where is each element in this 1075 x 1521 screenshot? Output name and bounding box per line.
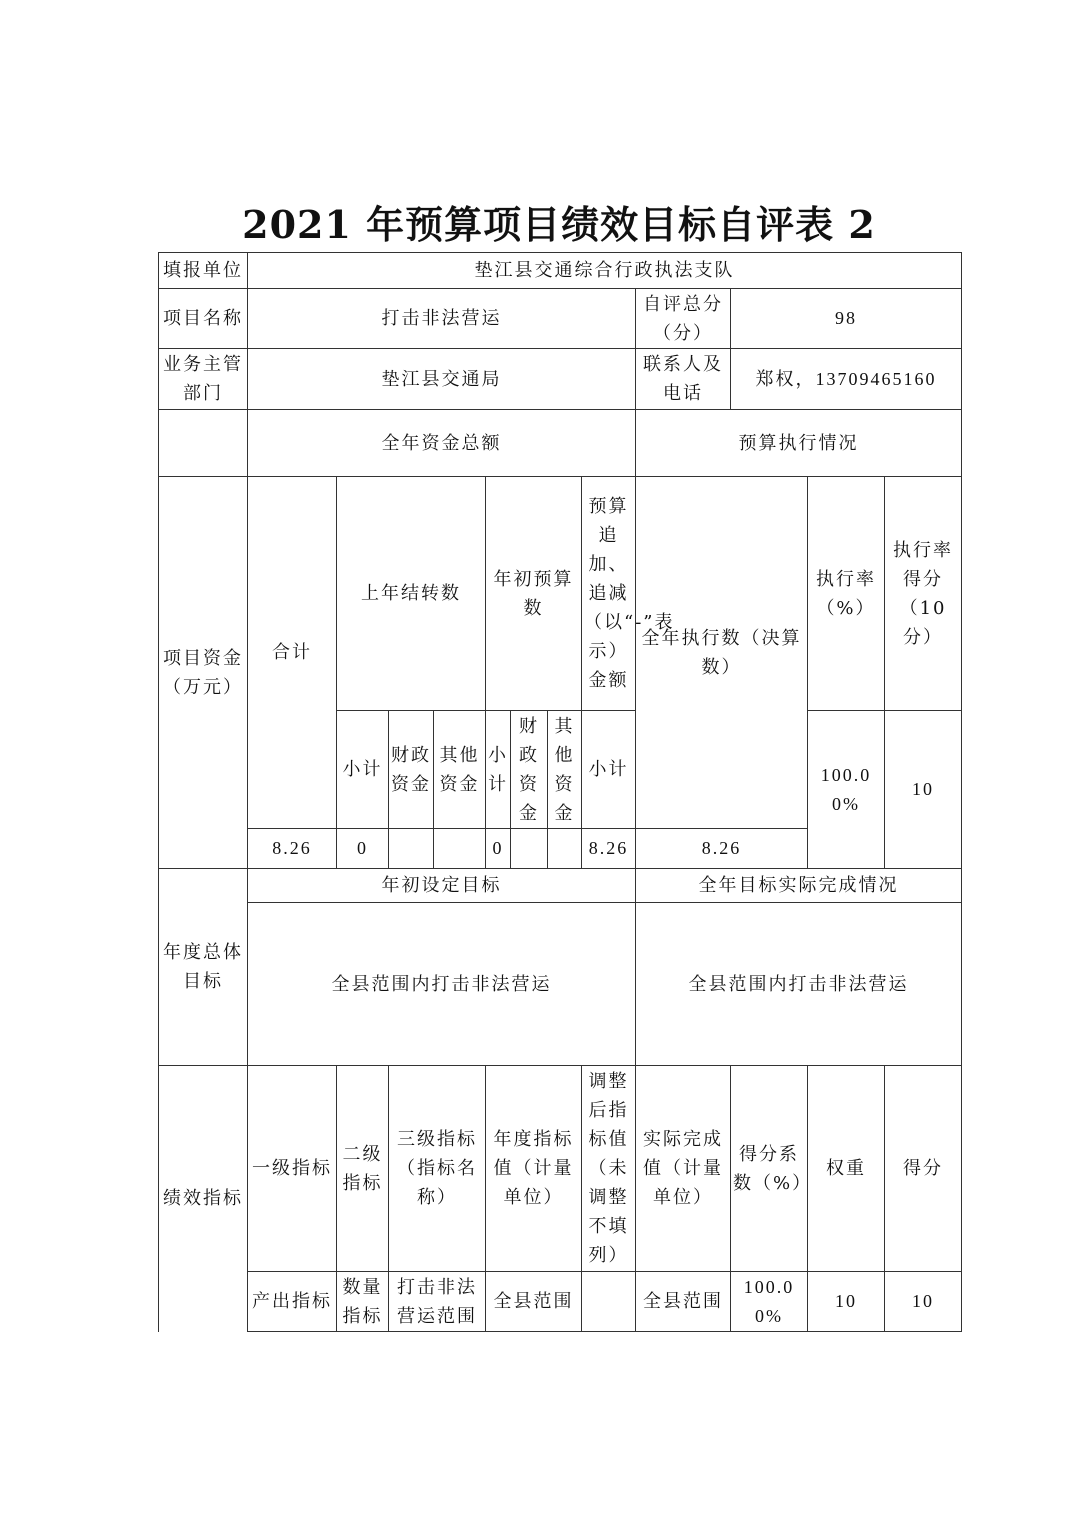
funds-col-header-row (159, 477, 962, 711)
funds-col-exec-score: 执行率得分（10分） (885, 477, 962, 711)
funds-exec-header: 预算执行情况 (636, 410, 962, 477)
ind-header-score: 得分 (885, 1066, 962, 1272)
funds-col-carry: 上年结转数 (337, 477, 486, 711)
dept-row (159, 349, 962, 410)
funds-col-exec-rate: 执行率（%） (808, 477, 885, 711)
ind-level2: 数量指标 (337, 1272, 389, 1332)
funds-col-exec-amount-header (636, 477, 808, 829)
ind-actual-value: 全县范围 (636, 1272, 731, 1332)
carry-subtotal-value: 0 (337, 829, 389, 869)
ind-level3: 打击非法营运范围 (389, 1272, 486, 1332)
ind-coef: 100.00% (731, 1272, 808, 1332)
ind-adjusted-value (582, 1272, 636, 1332)
ind-header-weight: 权重 (808, 1066, 885, 1272)
unit-value: 垫江县交通综合行政执法支队 (248, 253, 962, 289)
goals-set-header: 年初设定目标 (248, 869, 636, 903)
funds-section-label: 项目资金（万元） (159, 477, 248, 869)
ind-weight: 10 (808, 1272, 885, 1332)
goals-set-value: 全县范围内打击非法营运 (248, 903, 636, 1066)
funds-total-header: 全年资金总额 (248, 410, 636, 477)
initial-other-value (548, 829, 582, 869)
initial-other-header: 其他资金 (548, 711, 582, 829)
funds-col-adjust: 预算追加、追减（以“-”表示）金额 (582, 477, 636, 711)
indicators-header-row (159, 1066, 962, 1272)
project-label: 项目名称 (159, 289, 248, 349)
funds-header-row (159, 410, 962, 477)
initial-fiscal-header: 财政资金 (511, 711, 548, 829)
self-evaluation-table (158, 252, 962, 1332)
page-title: 2021 年预算项目绩效目标自评表 2 (242, 202, 876, 247)
project-row (159, 289, 962, 349)
ind-header-actual-value: 实际完成值（计量单位） (636, 1066, 731, 1272)
ind-header-annual-value: 年度指标值（计量单位） (486, 1066, 582, 1272)
goals-actual-value: 全县范围内打击非法营运 (636, 903, 962, 1066)
exec-amount-value: 8.26 (636, 829, 808, 869)
ind-header-adjusted-value: 调整后指标值（未调整不填列） (582, 1066, 636, 1272)
goals-values-row (159, 903, 962, 1066)
carry-fiscal-header: 财政资金 (389, 711, 434, 829)
goals-header-row (159, 869, 962, 903)
ind-header-level2: 二级指标 (337, 1066, 389, 1272)
initial-subtotal-header: 小计 (486, 711, 511, 829)
unit-label: 填报单位 (159, 253, 248, 289)
dept-value: 垫江县交通局 (248, 349, 636, 410)
table-row (159, 1272, 962, 1332)
carry-fiscal-value (389, 829, 434, 869)
ind-level1: 产出指标 (248, 1272, 337, 1332)
funds-col-total: 合计 (248, 477, 337, 829)
ind-header-coef: 得分系数（%） (731, 1066, 808, 1272)
carry-other-value (434, 829, 486, 869)
adjust-value: 8.26 (582, 829, 636, 869)
exec-score-value: 10 (885, 711, 962, 869)
dept-label: 业务主管部门 (159, 349, 248, 410)
funds-col-initial: 年初预算数 (486, 477, 582, 711)
adjust-subtotal-header: 小计 (582, 711, 636, 829)
funds-header-blank (159, 410, 248, 477)
funds-col-exec-amount: 全年执行数（决算数） (641, 627, 802, 678)
score-label: 自评总分（分） (636, 289, 731, 349)
goals-actual-header: 全年目标实际完成情况 (636, 869, 962, 903)
total-value: 8.26 (248, 829, 337, 869)
ind-score: 10 (885, 1272, 962, 1332)
exec-rate-value: 100.00% (808, 711, 885, 869)
ind-header-level1: 一级指标 (248, 1066, 337, 1272)
carry-other-header: 其他资金 (434, 711, 486, 829)
ind-header-level3: 三级指标（指标名称） (389, 1066, 486, 1272)
project-value: 打击非法营运 (248, 289, 636, 349)
carry-subtotal-header: 小计 (337, 711, 389, 829)
contact-label: 联系人及电话 (636, 349, 731, 410)
unit-row (159, 253, 962, 289)
goals-section-label: 年度总体目标 (159, 869, 248, 1066)
initial-subtotal-value: 0 (486, 829, 511, 869)
indicators-section-label: 绩效指标 (159, 1066, 248, 1332)
initial-fiscal-value (511, 829, 548, 869)
ind-annual-value: 全县范围 (486, 1272, 582, 1332)
contact-value: 郑权，13709465160 (731, 349, 962, 410)
score-value: 98 (731, 289, 962, 349)
